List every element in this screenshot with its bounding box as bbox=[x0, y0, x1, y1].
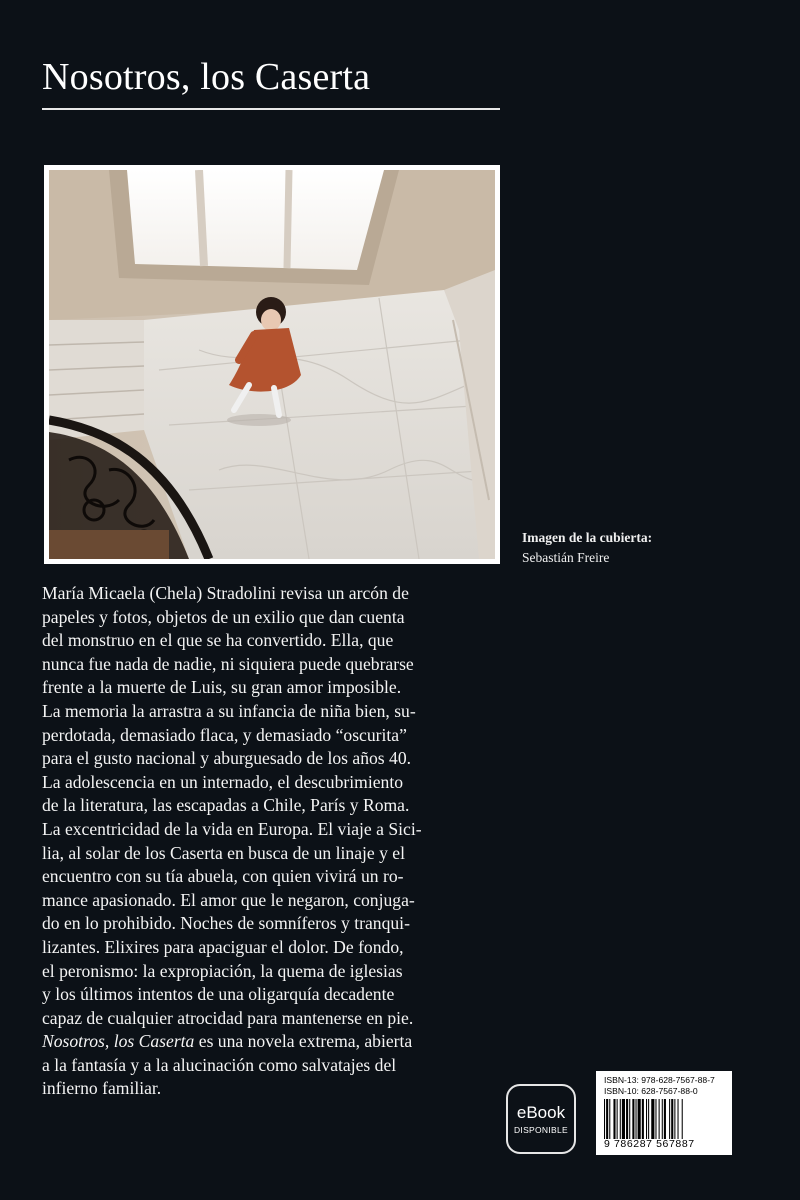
ebook-label: eBook bbox=[516, 1102, 566, 1122]
ebook-available-label: DISPONIBLE bbox=[513, 1124, 569, 1135]
barcode-bar bbox=[642, 1099, 644, 1139]
barcode-bar bbox=[646, 1099, 647, 1139]
barcode-bar bbox=[632, 1099, 634, 1139]
synopsis-line: lizantes. Elixires para apaciguar el dolor. De fondo, bbox=[42, 936, 404, 957]
synopsis-line: y los últimos intentos de una oligarquía decadente bbox=[42, 984, 395, 1005]
synopsis-line: frente a la muerte de Luis, su gran amor imposible. bbox=[42, 677, 402, 698]
barcode-bar bbox=[629, 1099, 630, 1139]
barcode-bar bbox=[626, 1099, 628, 1139]
barcode-bar bbox=[620, 1099, 621, 1139]
synopsis-line: a la fantasía y a la alucinación como salvatajes del bbox=[42, 1054, 397, 1075]
barcode-bar bbox=[674, 1099, 675, 1139]
synopsis-line: La adolescencia en un internado, el descubrimiento bbox=[42, 771, 404, 792]
barcode-bar bbox=[622, 1099, 625, 1139]
barcode-bar bbox=[617, 1099, 618, 1139]
synopsis bbox=[42, 582, 502, 1101]
synopsis-line: para el gusto nacional y aburguesado de los años 40. bbox=[42, 748, 412, 769]
credit-name: Sebastián Freire bbox=[522, 550, 610, 565]
synopsis-line: La memoria la arrastra a su infancia de niña bien, su- bbox=[42, 700, 416, 721]
isbn13: ISBN-13: 978-628-7567-88-7 bbox=[604, 1075, 715, 1085]
synopsis-line: papeles y fotos, objetos de un exilio que dan cuenta bbox=[42, 606, 405, 627]
title-underline bbox=[42, 108, 500, 110]
barcode-bar bbox=[682, 1099, 683, 1139]
barcode bbox=[596, 1071, 732, 1155]
barcode-bar bbox=[604, 1099, 605, 1139]
ebook-badge bbox=[506, 1084, 576, 1154]
synopsis-line: el peronismo: la expropiación, la quema de iglesias bbox=[42, 960, 403, 981]
closing-rest: es una novela extrema, abierta bbox=[194, 1031, 413, 1052]
book-title: Nosotros, los Caserta bbox=[42, 56, 371, 98]
barcode-bar bbox=[659, 1099, 660, 1139]
synopsis-line: del monstruo en el que se ha convertido. Ella, que bbox=[42, 630, 394, 651]
synopsis-line: nunca fue nada de nadie, ni siquiera puede quebrarse bbox=[42, 653, 414, 674]
cover-photo bbox=[49, 170, 495, 559]
synopsis-line: capaz de cualquier atrocidad para mantenerse en pie. bbox=[42, 1007, 414, 1028]
synopsis-line: lia, al solar de los Caserta en busca de un linaje y el bbox=[42, 842, 405, 863]
cover-credit bbox=[522, 528, 652, 568]
barcode-bar bbox=[648, 1099, 649, 1139]
synopsis-line: de la literatura, las escapadas a Chile, París y Roma. bbox=[42, 795, 410, 816]
barcode-bar bbox=[606, 1099, 608, 1139]
book-title-italic: Nosotros, los Caserta bbox=[42, 1031, 195, 1052]
synopsis-closing-line bbox=[42, 1030, 502, 1054]
barcode-digits: 9 786287 567887 bbox=[604, 1138, 695, 1150]
barcode-bar bbox=[678, 1099, 679, 1139]
credit-label: Imagen de la cubierta: bbox=[522, 530, 653, 545]
synopsis-line: La excentricidad de la vida en Europa. El viaje a Sici- bbox=[42, 818, 422, 839]
cover-photo-frame bbox=[44, 165, 500, 564]
barcode-bar bbox=[636, 1099, 637, 1139]
staircase-illustration bbox=[49, 170, 495, 559]
barcode-bar bbox=[664, 1099, 666, 1139]
synopsis-line: encuentro con su tía abuela, con quien vivirá un ro- bbox=[42, 866, 404, 887]
synopsis-line: María Micaela (Chela) Stradolini revisa un arcón de bbox=[42, 583, 409, 603]
synopsis-line: do en lo prohibido. Noches de somníferos y tranqui- bbox=[42, 913, 410, 934]
synopsis-line: perdotada, demasiado flaca, y demasiado “oscurita” bbox=[42, 724, 407, 745]
barcode-bar bbox=[651, 1099, 654, 1139]
barcode-bar bbox=[662, 1099, 663, 1139]
isbn10: ISBN-10: 628-7567-88-0 bbox=[604, 1086, 698, 1096]
synopsis-line: mance apasionado. El amor que le negaron, conjuga- bbox=[42, 889, 415, 910]
barcode-bars-graphic bbox=[604, 1099, 724, 1139]
barcode-bar bbox=[638, 1099, 641, 1139]
barcode-bar bbox=[655, 1099, 656, 1139]
barcode-bars bbox=[604, 1099, 724, 1139]
barcode-bar bbox=[669, 1099, 670, 1139]
barcode-bar bbox=[613, 1099, 615, 1139]
synopsis-line: infierno familiar. bbox=[42, 1078, 162, 1099]
barcode-bar bbox=[609, 1099, 610, 1139]
barcode-bar bbox=[671, 1099, 673, 1139]
